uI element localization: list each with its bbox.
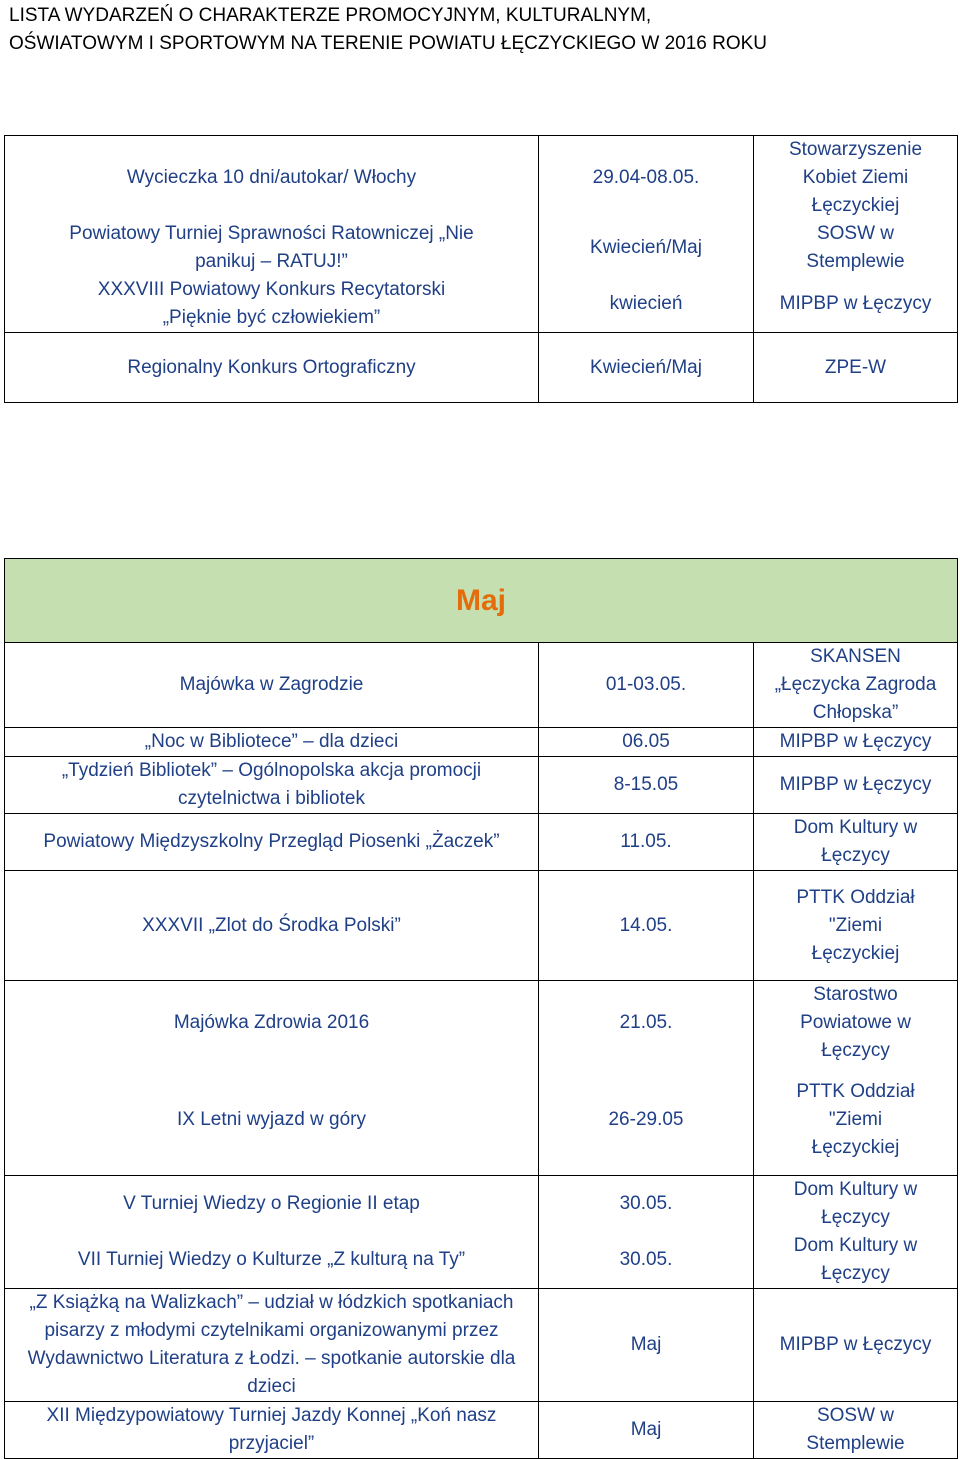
event-name: VII Turniej Wiedzy o Kulturze „Z kulturą na Ty” xyxy=(5,1232,539,1289)
event-organizer: MIPBP w Łęczycy xyxy=(754,728,958,757)
table-row xyxy=(5,1401,958,1458)
event-organizer: Dom Kultury w Łęczycy xyxy=(754,1175,958,1232)
event-date: Kwiecień/Maj xyxy=(539,220,754,276)
month-header-row xyxy=(5,559,958,643)
event-organizer: SOSW w Stemplewie xyxy=(754,220,958,276)
event-date: Maj xyxy=(539,1401,754,1458)
event-date: 01-03.05. xyxy=(539,643,754,728)
event-name: Majówka w Zagrodzie xyxy=(5,643,539,728)
table-row xyxy=(5,333,958,403)
document-title xyxy=(9,2,767,58)
table-row xyxy=(5,276,958,333)
table-row xyxy=(5,871,958,981)
event-name: IX Letni wyjazd w góry xyxy=(5,1065,539,1175)
event-date: 21.05. xyxy=(539,981,754,1066)
event-name: XII Międzypowiatowy Turniej Jazdy Konnej „Koń nasz przyjaciel” xyxy=(5,1401,539,1458)
event-date: 26-29.05 xyxy=(539,1065,754,1175)
event-date: 06.05 xyxy=(539,728,754,757)
event-organizer: Dom Kultury w Łęczycy xyxy=(754,814,958,871)
table-row xyxy=(5,1065,958,1175)
event-organizer: MIPBP w Łęczycy xyxy=(754,757,958,814)
event-organizer: PTTK Oddział "Ziemi Łęczyckiej xyxy=(754,1065,958,1175)
table-row xyxy=(5,814,958,871)
event-name: XXXVIII Powiatowy Konkurs Recytatorski „Pięknie być człowiekiem” xyxy=(5,276,539,333)
event-organizer: MIPBP w Łęczycy xyxy=(754,1288,958,1401)
table-row xyxy=(5,1232,958,1289)
event-organizer: Starostwo Powiatowe w Łęczycy xyxy=(754,981,958,1066)
event-date: 11.05. xyxy=(539,814,754,871)
event-name: „Tydzień Bibliotek” – Ogólnopolska akcja promocji czytelnictwa i bibliotek xyxy=(5,757,539,814)
event-date: 30.05. xyxy=(539,1175,754,1232)
table-row xyxy=(5,643,958,728)
event-organizer: Stowarzyszenie Kobiet Ziemi Łęczyckiej xyxy=(754,136,958,221)
event-name: Wycieczka 10 dni/autokar/ Włochy xyxy=(5,136,539,221)
event-name: „Z Książką na Walizkach” – udział w łódzkich spotkaniach pisarzy z młodymi czytelnikami organizowanymi przez Wydawnictwo Literatura z Łodzi. – spotkanie autorskie dla dzieci xyxy=(5,1288,539,1401)
april-events-table xyxy=(4,135,958,403)
title-line-1: LISTA WYDARZEŃ O CHARAKTERZE PROMOCYJNYM, KULTURALNYM, xyxy=(9,5,652,26)
table-row xyxy=(5,757,958,814)
event-organizer: PTTK Oddział "Ziemi Łęczyckiej xyxy=(754,871,958,981)
event-date: 30.05. xyxy=(539,1232,754,1289)
event-name: V Turniej Wiedzy o Regionie II etap xyxy=(5,1175,539,1232)
may-events-table xyxy=(4,558,958,1459)
event-name: XXXVII „Zlot do Środka Polski” xyxy=(5,871,539,981)
title-line-2: OŚWIATOWYM I SPORTOWYM NA TERENIE POWIATU ŁĘCZYCKIEGO W 2016 ROKU xyxy=(9,33,768,54)
table-row xyxy=(5,981,958,1066)
event-name: Regionalny Konkurs Ortograficzny xyxy=(5,333,539,403)
event-date: 14.05. xyxy=(539,871,754,981)
table-row xyxy=(5,1288,958,1401)
event-date: kwiecień xyxy=(539,276,754,333)
event-date: 8-15.05 xyxy=(539,757,754,814)
table-row xyxy=(5,136,958,221)
event-organizer: SKANSEN „Łęczycka Zagroda Chłopska” xyxy=(754,643,958,728)
event-organizer: ZPE-W xyxy=(754,333,958,403)
event-date: 29.04-08.05. xyxy=(539,136,754,221)
event-name: Powiatowy Turniej Sprawności Ratowniczej „Nie panikuj – RATUJ!” xyxy=(5,220,539,276)
table-row xyxy=(5,1175,958,1232)
table-row xyxy=(5,728,958,757)
table-row xyxy=(5,220,958,276)
event-organizer: Dom Kultury w Łęczycy xyxy=(754,1232,958,1289)
event-organizer: SOSW w Stemplewie xyxy=(754,1401,958,1458)
event-date: Maj xyxy=(539,1288,754,1401)
event-name: Majówka Zdrowia 2016 xyxy=(5,981,539,1066)
event-organizer: MIPBP w Łęczycy xyxy=(754,276,958,333)
event-name: Powiatowy Międzyszkolny Przegląd Piosenki „Żaczek” xyxy=(5,814,539,871)
event-name: „Noc w Bibliotece” – dla dzieci xyxy=(5,728,539,757)
month-label: Maj xyxy=(5,559,958,643)
event-date: Kwiecień/Maj xyxy=(539,333,754,403)
